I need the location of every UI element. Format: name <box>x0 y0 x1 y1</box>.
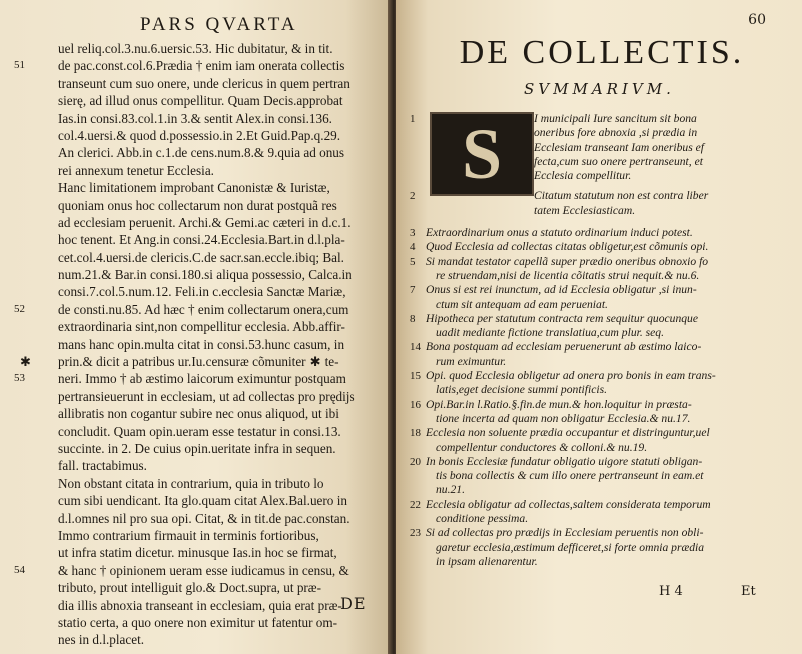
text-line <box>14 440 370 457</box>
entry-number: 3 <box>410 227 416 240</box>
line-text: cet.col.4.uersi.de clericis.C.de sacr.san.eccle.ibiq; Bal. <box>58 249 344 265</box>
line-text: dia illis abnoxia transeant in ecclesiam, quia erat præ- <box>58 597 342 613</box>
entry-line: Bona postquam ad ecclesiam peruenerunt ab æstimo laico- <box>426 340 702 354</box>
ornamental-initial <box>430 112 534 196</box>
entry-line: oneribus fore abnoxia ,si prædia in <box>534 126 698 140</box>
inline-asterisk: ✱ <box>309 354 321 370</box>
entry-line: nu.21. <box>436 483 465 497</box>
line-text: sierę, ad illud onus compellitur. Quam Decis.approbat <box>58 93 343 109</box>
line-text: de consti.nu.85. Ad hæc † enim collectarum onera,cum <box>58 301 349 317</box>
line-text: quoniam onus hoc collectarum non durat postquã res <box>58 197 337 213</box>
entry-number: 23 <box>410 527 421 540</box>
entry-number: 7 <box>410 284 416 297</box>
text-line <box>14 40 370 57</box>
summary-entry <box>410 426 792 455</box>
text-line <box>14 110 370 127</box>
text-line <box>14 197 370 214</box>
line-text: An clerici. Abb.in c.1.de cens.num.8.& 9.quia ad onus <box>58 145 345 161</box>
entry-number: 14 <box>410 341 421 354</box>
line-text: Ias.in consi.83.col.1.in 3.& sentit Alex.in consi.136. <box>58 110 332 126</box>
summary-entry <box>410 255 792 284</box>
text-line <box>14 492 370 509</box>
entry-line: Citatum statutum non est contra liber <box>534 189 709 203</box>
entry-line: tis bona collectis & cum illo onere pertranseunt in eam.et <box>436 469 704 483</box>
line-text: statio certa, a quo onere non eximitur ut fatentur om- <box>58 614 338 630</box>
marginal-number: 53 <box>14 372 25 385</box>
entry-line: Si mandat testator capellã super prædio oneribus obnoxio fo <box>426 254 709 268</box>
initial-letter: S <box>461 114 503 194</box>
entry-number: 2 <box>410 190 416 203</box>
entry-number: 16 <box>410 398 421 411</box>
entry-line: tatem Ecclesiasticam. <box>534 203 636 217</box>
line-text: nes in d.l.placet. <box>58 632 145 648</box>
entry-line: uadit mediante fictione translatiua,cum plur. seq. <box>436 326 664 340</box>
signature-mark: H 4 <box>659 584 683 599</box>
summary-entry <box>410 240 792 254</box>
text-line <box>14 283 370 300</box>
entry-line: Si ad collectas pro prædijs in Ecclesiam peruentis non obli- <box>426 526 704 540</box>
entry-line: rum eximuntur. <box>436 354 507 368</box>
summary-entry <box>410 369 792 398</box>
text-line <box>14 562 370 579</box>
line-text: & hanc † opinionem ueram esse iudicamus in censu, & <box>58 562 349 578</box>
text-line <box>14 579 370 596</box>
right-catchword: Et <box>741 584 756 599</box>
chapter-title: DE COLLECTIS. <box>459 34 745 71</box>
entry-number: 5 <box>410 255 416 268</box>
line-text: pertransieuerunt in ecclesiam, ut ad collectas pro prędijs <box>58 388 355 404</box>
entry-line: Ecclesiam transeant Iam oneribus ef <box>534 140 705 154</box>
line-text: uel reliq.col.3.nu.6.uersic.53. Hic dubitatur, & in tit. <box>58 41 333 56</box>
entry-line: Onus si est rei inunctum, ad id Ecclesia obligatur ,si inun- <box>426 283 697 297</box>
text-line <box>14 631 370 648</box>
text-line <box>14 405 370 422</box>
marginal-number: 51 <box>14 59 25 72</box>
summary-entry <box>410 340 792 369</box>
text-line <box>14 597 370 614</box>
line-text: mans hanc opin.multa citat in consi.53.hunc casum, in <box>58 336 345 352</box>
text-line <box>14 214 370 231</box>
entry-number: 20 <box>410 455 421 468</box>
text-line <box>14 249 370 266</box>
entry-line: Ecclesia compellitur. <box>534 169 632 183</box>
line-text: neri. Immo † ab æstimo laicorum eximuntur postquam <box>58 371 346 387</box>
text-line <box>14 510 370 527</box>
line-text: extraordinaria sint,non compellitur ecclesia. Abb.affir- <box>58 319 345 335</box>
text-line <box>14 388 370 405</box>
summary-entry <box>410 312 792 341</box>
entry-number: 1 <box>410 113 416 125</box>
running-header: PARS QVARTA <box>140 14 298 35</box>
entry-line: re struendam,nisi de licentia cõitatis strui nequit.& nu.6. <box>436 268 700 282</box>
entry-line: ctum sit antequam ad eam perueniat. <box>436 297 608 311</box>
left-body-text <box>14 40 370 649</box>
summary-entry <box>410 498 792 527</box>
text-line <box>14 75 370 92</box>
text-line <box>14 231 370 248</box>
entry-line: in ipsam alienarentur. <box>436 554 538 568</box>
summary-heading: SVMMARIVM. <box>524 80 675 98</box>
line-text: ut infra statim dicetur. minusque Ias.in hoc se firmat, <box>58 545 337 561</box>
line-text: rei annexum tenetur Ecclesia. <box>58 162 214 178</box>
summary-entry <box>410 283 792 312</box>
entry-number: 4 <box>410 241 416 254</box>
marginal-number: 54 <box>14 563 25 576</box>
left-page <box>0 0 392 654</box>
entry-line: In bonis Ecclesiæ fundatur obligatio uigore statuti obligan- <box>426 454 703 468</box>
left-catchword: DE <box>340 594 367 613</box>
entry-line: latis,eget decisione summi pontificis. <box>436 383 607 397</box>
entry-line: fecta,cum suo onere pertranseunt, et <box>534 154 703 168</box>
text-line <box>14 614 370 631</box>
summary-entry <box>410 226 792 240</box>
summary-entry <box>410 526 792 569</box>
line-text: tributo, prout intelliguit glo.& Doct.supra, ut præ- <box>58 580 321 596</box>
line-text: Hanc limitationem improbant Canonistæ & Iuristæ, <box>58 180 330 196</box>
line-text: cum sibi uendicant. Ita glo.quam citat Alex.Bal.uero in <box>58 493 347 509</box>
entry-line: Opi. quod Ecclesia obligetur ad onera pro bonis in eam trans- <box>426 369 716 383</box>
line-text: num.21.& Bar.in consi.180.si aliqua possessio, Calca.in <box>58 267 352 283</box>
entry-line: conditione pessima. <box>436 512 529 526</box>
marginal-asterisk: ✱ <box>20 354 31 370</box>
line-text: ad ecclesiam peruenit. Archi.& Gemi.ac cæteri in d.c.1. <box>58 214 351 230</box>
page-footer <box>659 584 756 599</box>
line-text: Immo contrarium firmauit in terminis fortioribus, <box>58 527 319 543</box>
text-line <box>14 144 370 161</box>
page-number: 60 <box>748 12 766 28</box>
line-text: d.l.omnes nil pro sua opi. Citat, & in tit.de pac.constan. <box>58 510 350 526</box>
line-text: allibratis non cogantur subire nec onus aliquod, ut ibi <box>58 406 339 422</box>
entry-number: 15 <box>410 370 421 383</box>
entry-line: Hipotheca per statutum contracta rem sequitur quocunque <box>426 311 698 325</box>
text-line <box>14 162 370 179</box>
line-text: hoc tenent. Et Ang.in consi.24.Ecclesia.Bart.in d.l.pla- <box>58 232 345 248</box>
entry-line: tione incerta ad quam non obligatur Ecclesia.& nu.17. <box>436 411 691 425</box>
summary-entry <box>410 398 792 427</box>
text-line <box>14 301 370 318</box>
line-text: col.4.uersi.& quod d.possessio.in 2.Et Guid.Pap.q.29. <box>58 127 341 143</box>
summary-entry <box>410 455 792 498</box>
text-line <box>14 370 370 387</box>
entry-line: Extraordinarium onus a statuto ordinarium induci potest. <box>426 226 693 240</box>
entry-line: garetur ecclesia,æstimum defficeret,si forte omnia prædia <box>436 540 705 554</box>
entry-number: 22 <box>410 498 421 511</box>
text-line <box>14 57 370 74</box>
entry-number: 18 <box>410 427 421 440</box>
line-text: transeunt cum suo onere, unde clericus in quem pertran <box>58 75 350 91</box>
text-line <box>14 475 370 492</box>
text-line <box>14 527 370 544</box>
line-text: de pac.const.col.6.Prædia † enim iam onerata collectis <box>58 58 345 74</box>
line-text: prin.& dicit a patribus ur.Iu.censuræ cõmuniter <box>58 354 306 370</box>
entry-line: compellentur conductores & colloni.& nu.19. <box>436 440 648 454</box>
text-line <box>14 336 370 353</box>
text-line <box>14 457 370 474</box>
text-line <box>14 544 370 561</box>
text-line <box>14 266 370 283</box>
text-line <box>14 318 370 335</box>
text-line <box>14 92 370 109</box>
entry-line: Quod Ecclesia ad collectas citatas obligetur,est cõmunis opi. <box>426 240 709 254</box>
line-text: Non obstant citata in contrarium, quia in tributo lo <box>58 475 324 491</box>
line-text: fall. tractabimus. <box>58 458 147 474</box>
entry-line: Ecclesia non soluente prædia occupantur et distringuntur,uel <box>426 426 710 440</box>
entry-line: Ecclesia obligatur ad collectas,saltem considerata temporum <box>426 497 711 511</box>
entry-number: 8 <box>410 312 416 325</box>
line-text: concludit. Quam opin.ueram esse testatur in consi.13. <box>58 423 341 439</box>
marginal-number: 52 <box>14 302 25 315</box>
text-line <box>14 423 370 440</box>
entry-line: I municipali Iure sancitum sit bona <box>534 112 697 125</box>
right-page <box>396 0 802 654</box>
text-line <box>14 127 370 144</box>
text-line <box>14 353 370 370</box>
line-text: succinte. in 2. De cuius opin.ueritate infra in sequen. <box>58 440 336 456</box>
line-tail: te- <box>324 354 339 370</box>
text-line <box>14 179 370 196</box>
entry-line: Opi.Bar.in l.Ratio.§.fin.de mun.& hon.loquitur in præsta- <box>426 397 692 411</box>
line-text: consi.7.col.5.num.12. Feli.in c.ecclesia Sanctæ Mariæ, <box>58 284 346 300</box>
